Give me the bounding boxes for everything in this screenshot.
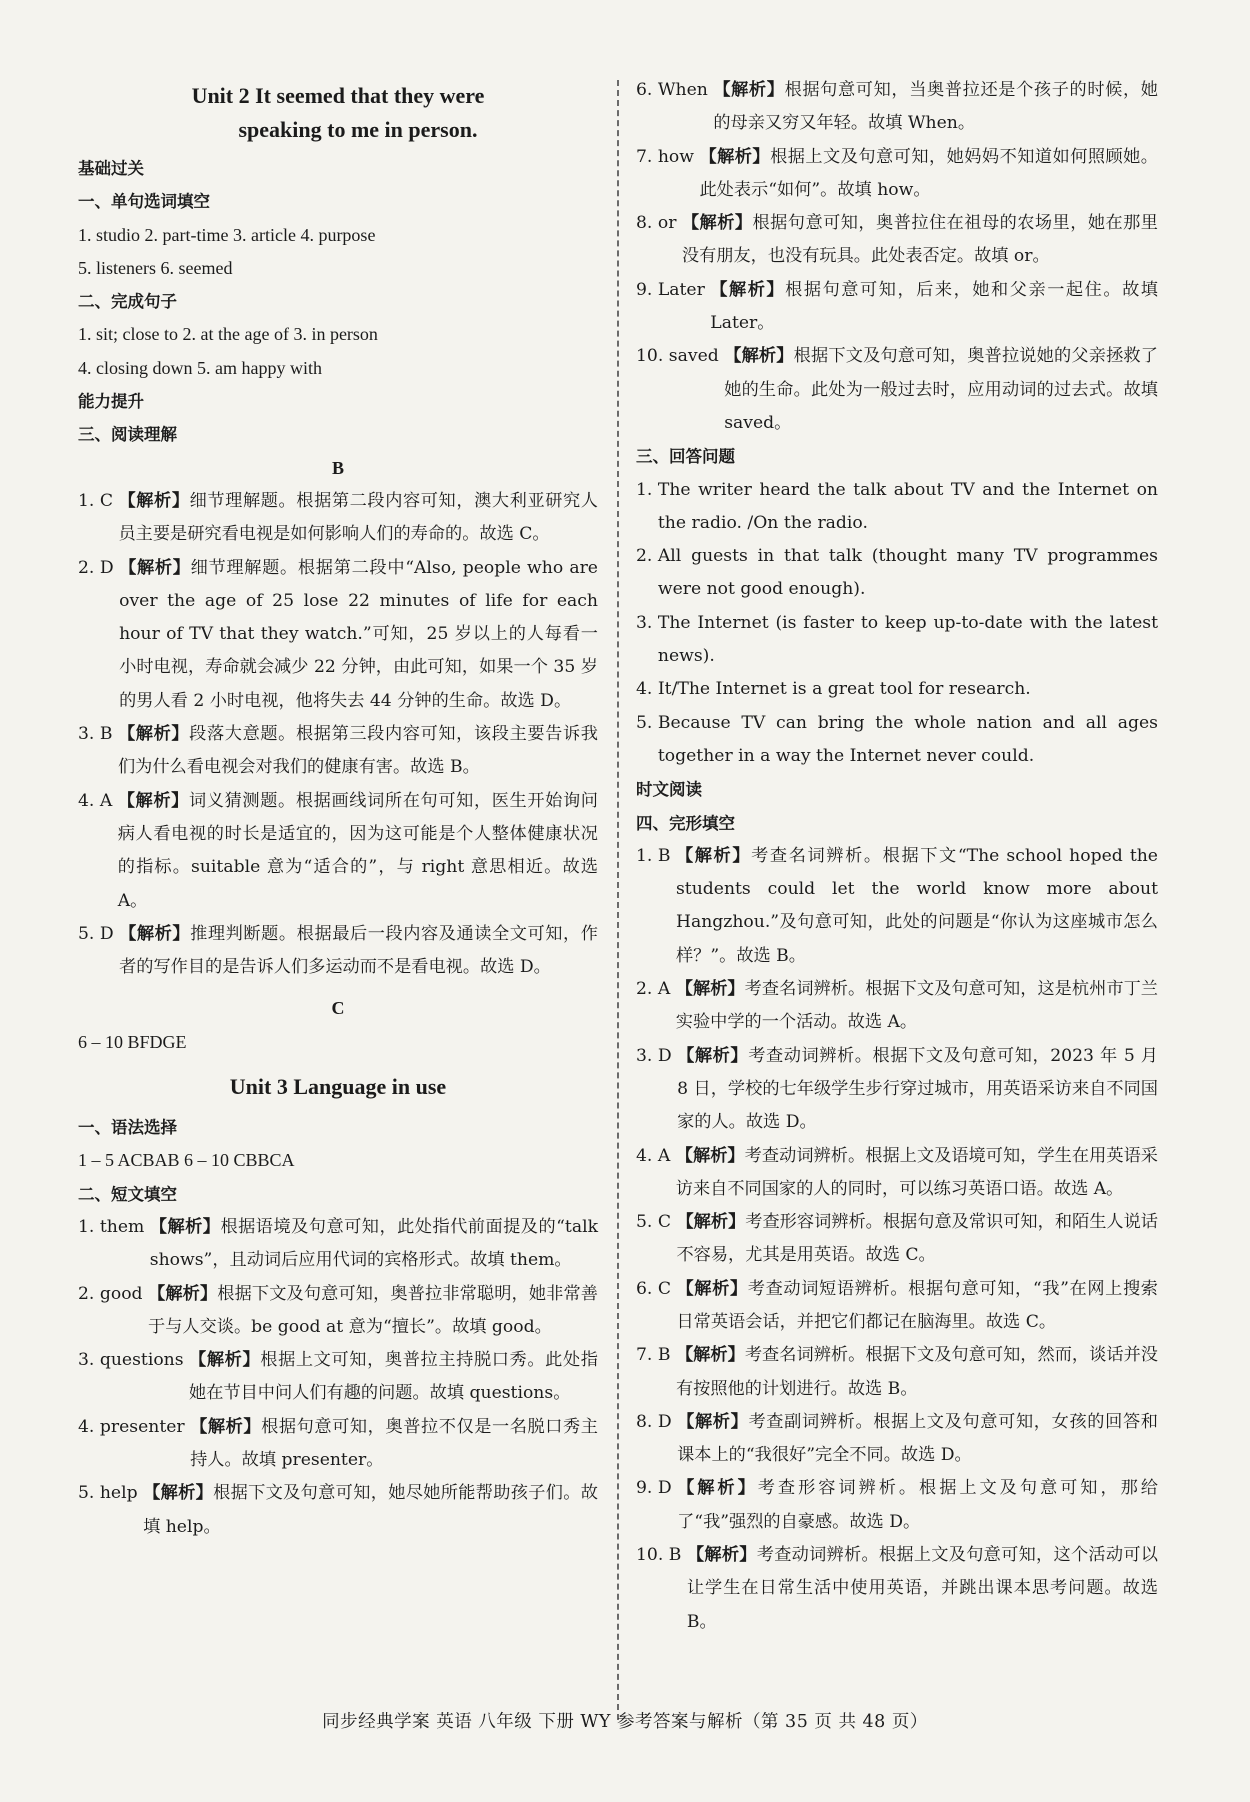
- analysis-tag: 【解析】: [119, 557, 191, 578]
- analysis-tag: 【解析】: [117, 790, 189, 811]
- right-column: [636, 74, 1158, 1639]
- list-item: 1. The writer heard the talk about TV and the Internet on the radio. /On the radio.: [636, 479, 1158, 533]
- list-item: 7. B 【解析】考查名词辨析。根据下文及句意可知，然而，谈话并没有按照他的计划进行。故选 B。: [636, 1345, 1158, 1399]
- analysis-tag: 【解析】: [676, 1278, 748, 1299]
- list-item: 8. D 【解析】考查副词辨析。根据上文及句意可知，女孩的回答和课本上的“我很好”完全不同。故选 D。: [636, 1411, 1158, 1466]
- list-item: 4. A 【解析】考查动词辨析。根据上文及语境可知，学生在用英语采访来自不同国家的人的同时，可以练习英语口语。故选 A。: [636, 1145, 1158, 1199]
- list-item: 2. A 【解析】考查名词辨析。根据下文及句意可知，这是杭州市丁兰实验中学的一个活动。故选 A。: [636, 979, 1158, 1033]
- list-item: 6. When 【解析】根据句意可知，当奥普拉还是个孩子的时候，她的母亲又穷又年轻。故填 When。: [636, 80, 1158, 134]
- analysis-tag: 【解析】: [686, 1545, 757, 1566]
- list-item: 3. B 【解析】段落大意题。根据第三段内容可知，该段主要告诉我们为什么看电视会对我们的健康有害。故选 B。: [78, 724, 598, 778]
- analysis-tag: 【解析】: [681, 213, 753, 234]
- section-heading-1: 一、单句选词填空: [78, 192, 210, 212]
- column-divider: [617, 80, 619, 1720]
- list-item: 10. saved 【解析】根据下文及句意可知，奥普拉说她的父亲拯救了她的生命。此处为一般过去时，应用动词的过去式。故填 saved。: [636, 346, 1158, 433]
- list-item: 4. A 【解析】词义猜测题。根据画线词所在句可知，医生开始询问病人看电视的时长是适宜的，因为这可能是个人整体健康状况的指标。suitable 意为“适合的”，与 right 意思相近。故选 A。: [78, 790, 598, 911]
- answer-line: 1 – 5 ACBAB 6 – 10 CBBCA: [78, 1150, 295, 1171]
- passage-letter-c: C: [331, 998, 345, 1019]
- section-heading-cloze-fill: 二、短文填空: [78, 1184, 177, 1204]
- analysis-tag: 【解析】: [713, 80, 785, 100]
- list-item: 1. B 【解析】考查名词辨析。根据下文“The school hoped the students could let the world know more about Hangzhou.”及句意可知，此处的问题是“你认为这座城市怎么样？”。故选 B。: [636, 845, 1158, 966]
- list-item: 4. presenter 【解析】根据句意可知，奥普拉不仅是一名脱口秀主持人。故填 presenter。: [78, 1416, 598, 1470]
- analysis-tag: 【解析】: [189, 1350, 261, 1371]
- analysis-tag: 【解析】: [149, 1216, 221, 1237]
- answer-line: 1. studio 2. part-time 3. article 4. purpose: [78, 224, 376, 245]
- analysis-tag: 【解析】: [677, 1411, 749, 1432]
- answer-line: 1. sit; close to 2. at the age of 3. in person: [78, 324, 378, 345]
- list-item: 8. or 【解析】根据句意可知，奥普拉住在祖母的农场里，她在那里没有朋友，也没有玩具。此处表否定。故填 or。: [636, 213, 1158, 267]
- analysis-tag: 【解析】: [119, 923, 191, 944]
- answer-line: 6 – 10 BFDGE: [78, 1031, 187, 1052]
- answer-line: 5. listeners 6. seemed: [78, 257, 233, 278]
- list-item: 10. B 【解析】考查动词辨析。根据上文及句意可知，这个活动可以让学生在日常生活中使用英语，并跳出课本思考问题。故选 B。: [636, 1545, 1158, 1632]
- list-item: 3. The Internet (is faster to keep up-to-date with the latest news).: [636, 612, 1158, 667]
- list-item: 1. them 【解析】根据语境及句意可知，此处指代前面提及的“talk shows”，且动词后应用代词的宾格形式。故填 them。: [78, 1216, 598, 1271]
- list-item: 3. D 【解析】考查动词辨析。根据下文及句意可知，2023 年 5 月 8 日，学校的七年级学生步行穿过城市，用英语采访来自不同国家的人。故选 D。: [636, 1045, 1158, 1133]
- unit2-title-line2: speaking to me in person.: [238, 117, 478, 142]
- analysis-tag: 【解析】: [675, 979, 745, 1000]
- left-column: [78, 74, 598, 1544]
- list-item: 6. C 【解析】考查动词短语辨析。根据句意可知，“我”在网上搜索日常英语会话，并把它们都记在脑海里。故选 C。: [636, 1278, 1158, 1332]
- section-heading-answer-questions: 三、回答问题: [636, 447, 735, 467]
- list-item: 2. All guests in that talk (thought many TV programmes were not good enough).: [636, 546, 1158, 600]
- list-item: 5. help 【解析】根据下文及句意可知，她尽她所能帮助孩子们。故填 help。: [78, 1483, 598, 1537]
- analysis-tag: 【解析】: [675, 1145, 745, 1166]
- list-item: 2. D 【解析】细节理解题。根据第二段中“Also, people who are over the age of 25 lose 22 minutes of life for each hour of TV that they watch.”可知，25 岁以上的人每看一小时电视，寿命就会减少 22 分钟，由此可知，如果一个 35 岁的男人看 2 小时电视，他将失去 44 分钟的生命。故选 D。: [78, 557, 598, 711]
- section-jichu: 基础过关: [78, 159, 144, 178]
- analysis-tag: 【解析】: [148, 1283, 218, 1304]
- unit2-title-line1: Unit 2 It seemed that they were: [191, 83, 485, 108]
- section-heading-2: 二、完成句子: [78, 292, 177, 312]
- list-item: 3. questions 【解析】根据上文可知，奥普拉主持脱口秀。此处指她在节目中问人们有趣的问题。故填 questions。: [78, 1350, 598, 1404]
- list-item: 7. how 【解析】根据上文及句意可知，她妈妈不知道如何照顾她。此处表示“如何”。故填 how。: [636, 146, 1158, 200]
- analysis-tag: 【解析】: [675, 845, 752, 866]
- analysis-tag: 【解析】: [724, 346, 794, 367]
- passage-letter-b: B: [331, 457, 344, 478]
- analysis-tag: 【解析】: [190, 1416, 262, 1437]
- analysis-tag: 【解析】: [675, 1345, 745, 1366]
- list-item: 2. good 【解析】根据下文及句意可知，奥普拉非常聪明，她非常善于与人交谈。be good at 意为“擅长”。故填 good。: [78, 1283, 598, 1337]
- section-heading-cloze: 四、完形填空: [636, 813, 735, 833]
- list-item: 5. Because TV can bring the whole nation and all ages together in a way the Internet never could.: [636, 712, 1158, 766]
- answer-line: 4. closing down 5. am happy with: [78, 357, 322, 378]
- list-item: 5. C 【解析】考查形容词辨析。根据句意及常识可知，和陌生人说话不容易，尤其是用英语。故选 C。: [636, 1212, 1158, 1266]
- list-item: 1. C 【解析】细节理解题。根据第二段内容可知，澳大利亚研究人员主要是研究看电视是如何影响人们的寿命的。故选 C。: [78, 490, 598, 545]
- section-shiwen: 时文阅读: [636, 780, 702, 800]
- analysis-tag: 【解析】: [676, 1212, 746, 1233]
- analysis-tag: 【解析】: [710, 279, 786, 300]
- list-item: 4. It/The Internet is a great tool for research.: [636, 679, 1031, 700]
- list-item: 5. D 【解析】推理判断题。根据最后一段内容及通读全文可知，作者的写作目的是告诉人们多运动而不是看电视。故选 D。: [78, 923, 598, 978]
- analysis-tag: 【解析】: [143, 1483, 214, 1504]
- analysis-tag: 【解析】: [677, 1478, 758, 1499]
- page-footer: 同步经典学案 英语 八年级 下册 WY 参考答案与解析（第 35 页 共 48 页）: [322, 1712, 928, 1732]
- analysis-tag: 【解析】: [677, 1045, 749, 1066]
- section-heading-3: 三、阅读理解: [78, 425, 177, 445]
- analysis-tag: 【解析】: [699, 146, 771, 167]
- section-heading-grammar: 一、语法选择: [78, 1118, 177, 1138]
- analysis-tag: 【解析】: [118, 490, 190, 511]
- section-nengli: 能力提升: [78, 392, 144, 412]
- list-item: 9. Later 【解析】根据句意可知，后来，她和父亲一起住。故填 Later。: [636, 279, 1158, 334]
- analysis-tag: 【解析】: [117, 724, 190, 745]
- unit3-title: Unit 3 Language in use: [229, 1074, 447, 1100]
- list-item: 9. D 【解析】考查形容词辨析。根据上文及句意可知，那给了“我”强烈的自豪感。故选 D。: [636, 1478, 1158, 1532]
